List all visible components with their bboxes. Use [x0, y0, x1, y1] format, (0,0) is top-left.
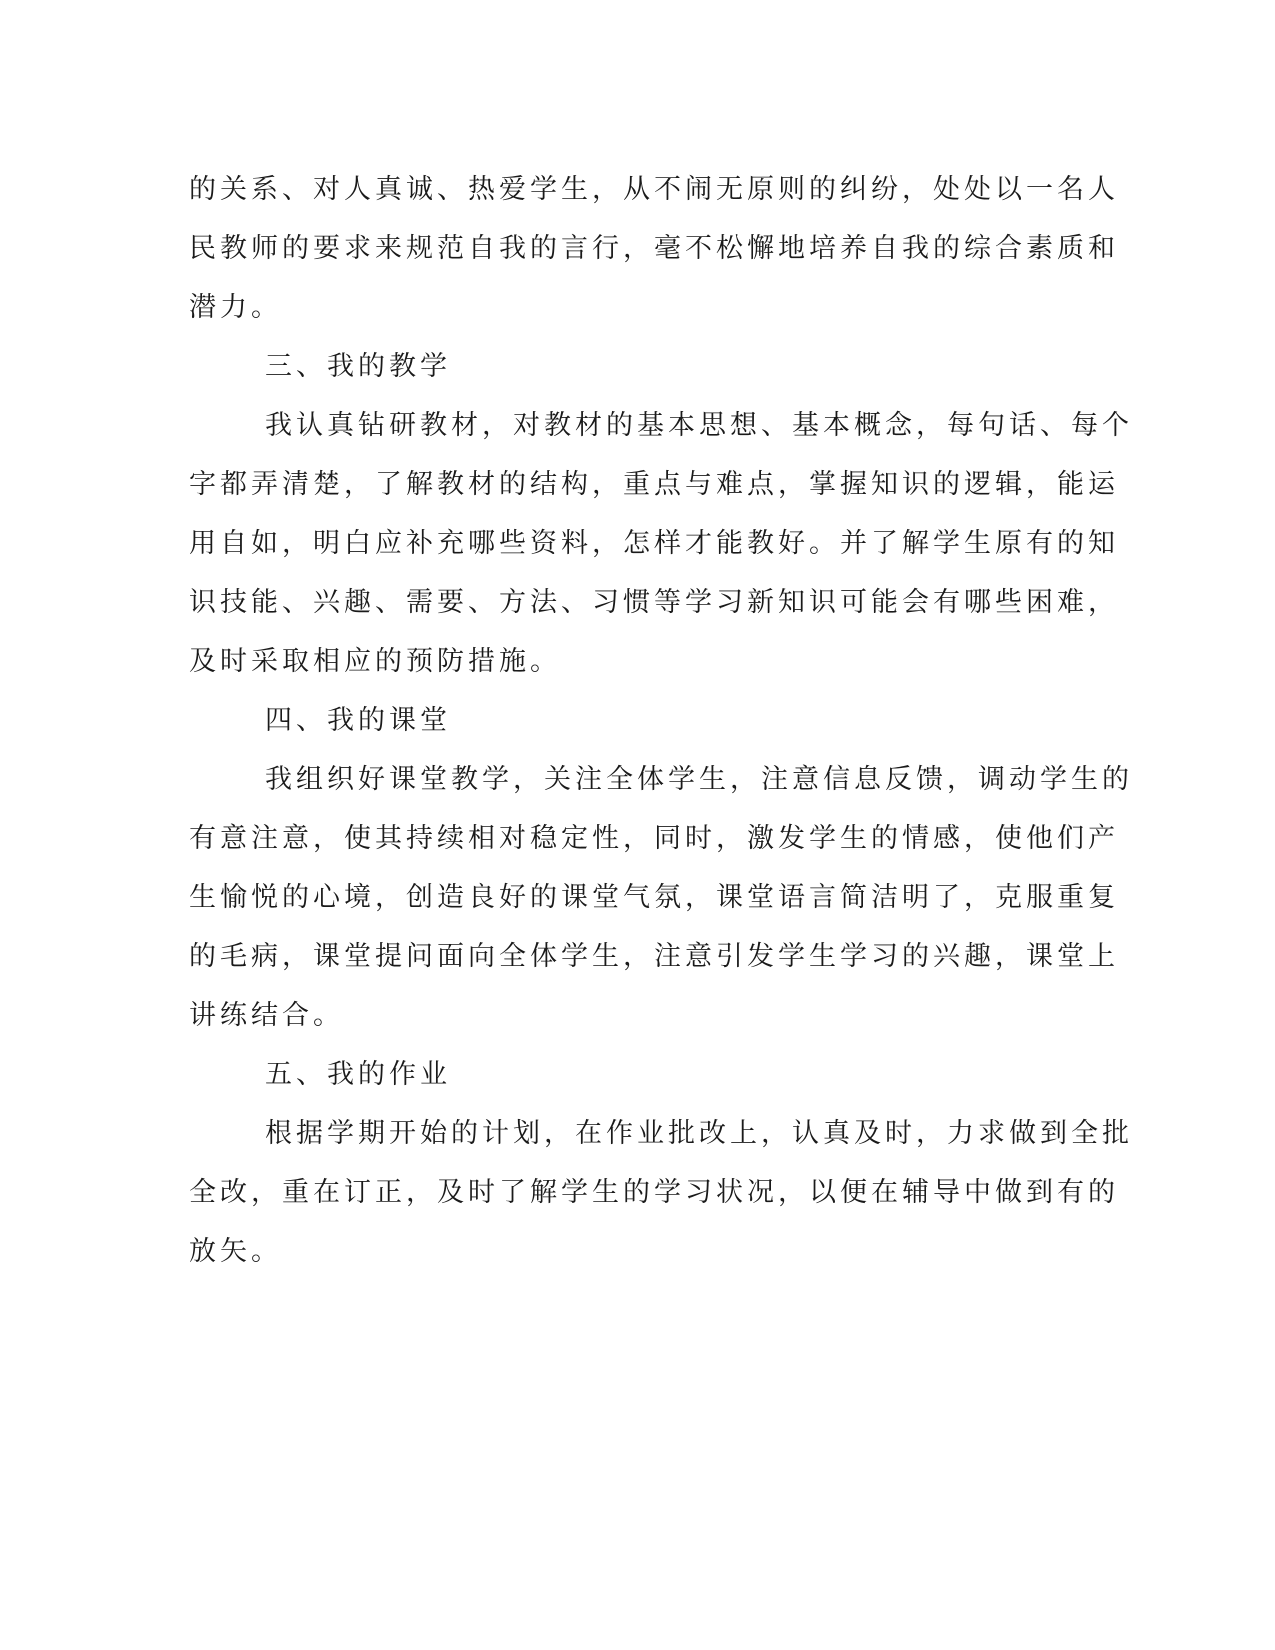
text-line: 的关系、对人真诚、热爱学生，从不闹无原则的纠纷，处处以一名人 — [189, 174, 1119, 205]
text-line: 讲练结合。 — [189, 1000, 344, 1031]
paragraph-teaching — [189, 396, 1133, 691]
text-line: 字都弄清楚，了解教材的结构，重点与难点，掌握知识的逻辑，能运 — [189, 469, 1119, 500]
text-line: 生愉悦的心境，创造良好的课堂气氛，课堂语言简洁明了，克服重复 — [189, 882, 1119, 913]
section-heading-classroom: 四、我的课堂 — [265, 705, 451, 736]
document-body — [189, 160, 1133, 1281]
paragraph-homework — [189, 1104, 1133, 1281]
text-line: 有意注意，使其持续相对稳定性，同时，激发学生的情感，使他们产 — [189, 823, 1119, 854]
section-heading-teaching: 三、我的教学 — [265, 351, 451, 382]
text-line: 的毛病，课堂提问面向全体学生，注意引发学生学习的兴趣，课堂上 — [189, 941, 1119, 972]
text-line: 识技能、兴趣、需要、方法、习惯等学习新知识可能会有哪些困难， — [189, 587, 1119, 618]
text-line: 全改，重在订正，及时了解学生的学习状况，以便在辅导中做到有的 — [189, 1177, 1119, 1208]
paragraph-classroom — [189, 750, 1133, 1045]
text-line: 用自如，明白应补充哪些资料，怎样才能教好。并了解学生原有的知 — [189, 528, 1119, 559]
text-line: 放矢。 — [189, 1236, 282, 1267]
text-line: 及时采取相应的预防措施。 — [189, 646, 561, 677]
text-line: 我认真钻研教材，对教材的基本思想、基本概念，每句话、每个 — [265, 410, 1133, 441]
text-line: 潜力。 — [189, 292, 282, 323]
text-line: 我组织好课堂教学，关注全体学生，注意信息反馈，调动学生的 — [265, 764, 1133, 795]
text-line: 民教师的要求来规范自我的言行，毫不松懈地培养自我的综合素质和 — [189, 233, 1119, 264]
paragraph-continued — [189, 160, 1119, 337]
text-line: 根据学期开始的计划，在作业批改上，认真及时，力求做到全批 — [265, 1118, 1133, 1149]
section-heading-homework: 五、我的作业 — [265, 1059, 451, 1090]
